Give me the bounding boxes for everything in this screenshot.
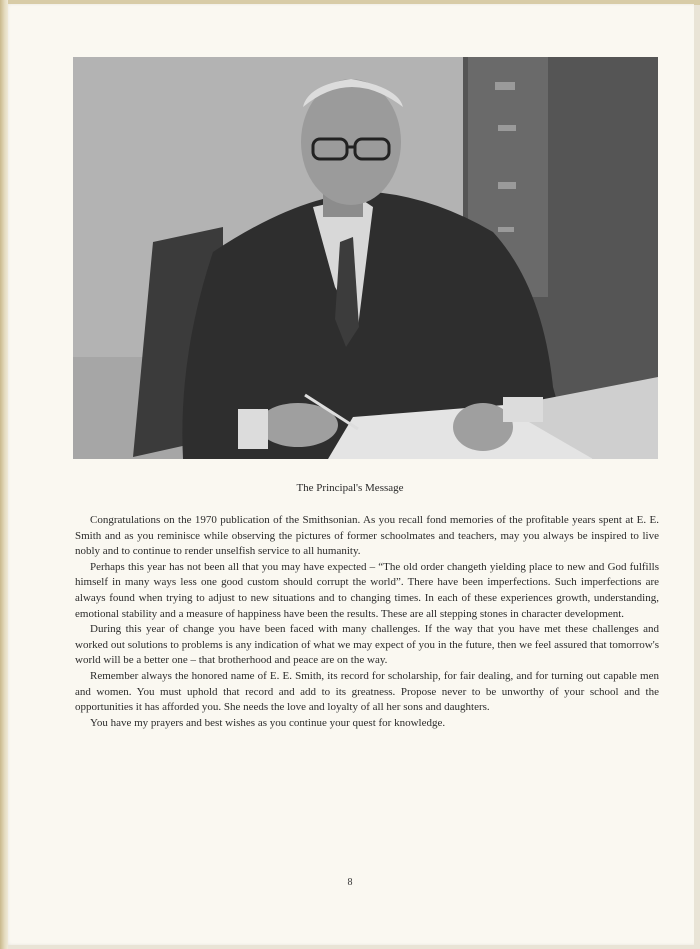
page-title: The Principal's Message — [296, 482, 404, 494]
message-paragraph: During this year of change you have been faced with many challenges. If the way that you have met these challenges and worked out solutions to problems is any indication of what we may expect of you in the future, then we feel assured that tomorrow's world will be a better one – that brotherhood and peace are on the way. — [75, 623, 659, 667]
message-body — [75, 513, 659, 731]
principal-photo — [73, 57, 658, 459]
message-paragraph: You have my prayers and best wishes as you continue your quest for knowledge. — [90, 716, 446, 729]
page-number: 8 — [347, 877, 353, 888]
message-paragraph: Perhaps this year has not been all that you may have expected – “The old order changeth yielding place to new and God fulfills himself in many ways less one good custom should corrupt the world”. There have been imperfections. Such imperfections are always found when trying to adjust to new situations and to changing times. In each of these experiences growth, understanding, emotional stability and a measure of happiness have been the results. These are all stepping stones in character development. — [75, 560, 659, 620]
message-paragraph: Remember always the honored name of E. E. Smith, its record for scholarship, for fair dealing, and for turning out capable men and women. You must uphold that record and add to its greatness. Propose never to be unworthy of your school and the opportunities it has afforded you. She needs the love and loyalty of all her sons and daughters. — [75, 669, 659, 714]
page-binding — [0, 0, 8, 949]
message-paragraph: Congratulations on the 1970 publication of the Smithsonian. As you recall fond memories of the profitable years spent at E. E. Smith and as you reminisce while observing the pictures of former schoolmates and teachers, may you always be inspired to live nobly and to continue to render unselfish service to all humanity. — [75, 514, 659, 558]
